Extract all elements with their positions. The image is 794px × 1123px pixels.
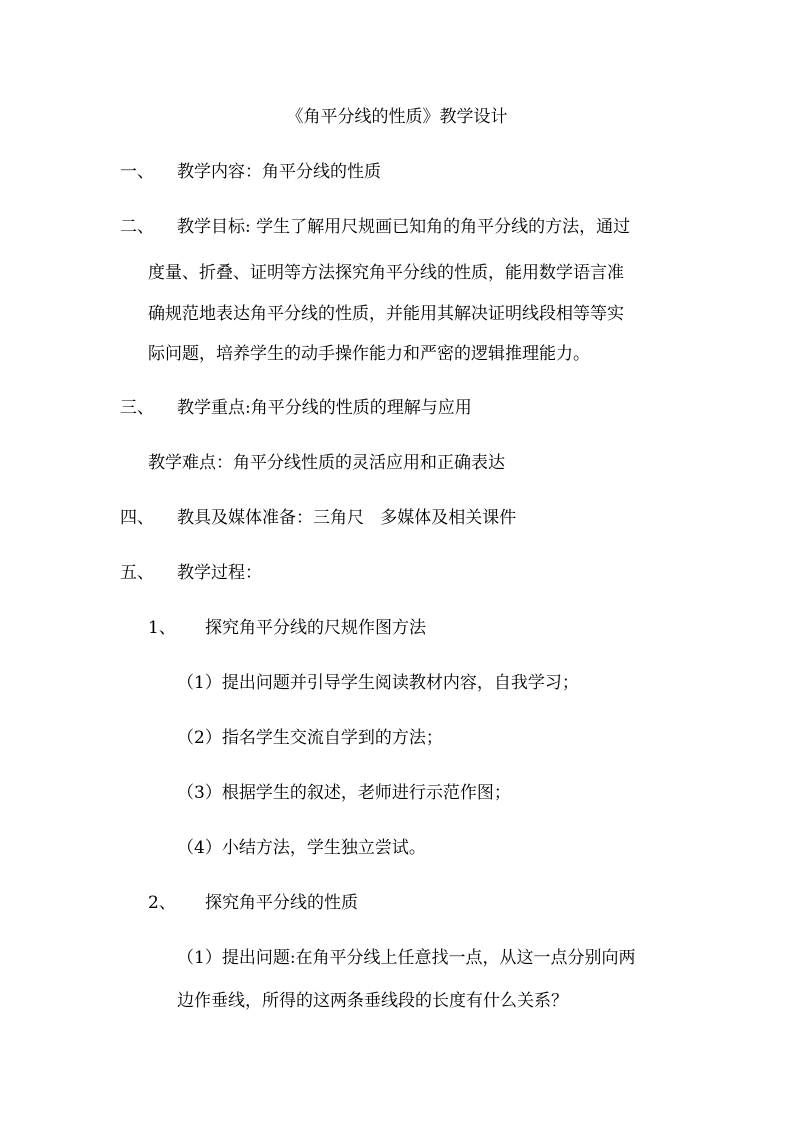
process-1-step-4: （4）小结方法，学生独立尝试。 bbox=[177, 838, 426, 858]
section-2-line-3: 确规范地表达角平分线的性质，并能用其解决证明线段相等等实 bbox=[148, 304, 624, 324]
process-1-step-2: （2）指名学生交流自学到的方法； bbox=[177, 728, 443, 748]
process-1-number: 1、 bbox=[148, 618, 176, 638]
process-1-step-1: （1）提出问题并引导学生阅读教材内容，自我学习； bbox=[177, 673, 579, 693]
section-2-line-1: 教学目标: 学生了解用尺规画已知角的角平分线的方法，通过 bbox=[177, 217, 631, 237]
process-2-step-1-line-2: 边作垂线，所得的这两条垂线段的长度有什么关系？ bbox=[177, 991, 568, 1011]
process-2-heading: 探究角平分线的性质 bbox=[205, 893, 358, 913]
section-2-line-4: 际问题，培养学生的动手操作能力和严密的逻辑推理能力。 bbox=[148, 344, 590, 364]
section-3-extra: 教学难点：角平分线性质的灵活应用和正确表达 bbox=[148, 453, 505, 473]
section-3-number: 三、 bbox=[120, 398, 154, 418]
section-1-number: 一、 bbox=[120, 162, 154, 182]
section-2-line-2: 度量、折叠、证明等方法探究角平分线的性质，能用数学语言准 bbox=[148, 263, 624, 283]
process-1-step-3: （3）根据学生的叙述，老师进行示范作图； bbox=[177, 783, 511, 803]
process-2-step-1-line-1: （1）提出问题:在角平分线上任意找一点，从这一点分别向两 bbox=[177, 948, 636, 968]
section-5-text: 教学过程： bbox=[177, 563, 262, 583]
process-1-heading: 探究角平分线的尺规作图方法 bbox=[205, 618, 426, 638]
section-1-text: 教学内容：角平分线的性质 bbox=[177, 162, 381, 182]
section-4-text: 教具及媒体准备：三角尺 多媒体及相关课件 bbox=[177, 508, 517, 528]
section-2-number: 二、 bbox=[120, 217, 154, 237]
process-2-number: 2、 bbox=[148, 893, 176, 913]
document-title: 《角平分线的性质》教学设计 bbox=[286, 107, 508, 127]
section-4-number: 四、 bbox=[120, 508, 154, 528]
section-5-number: 五、 bbox=[120, 563, 154, 583]
section-3-text: 教学重点:角平分线的性质的理解与应用 bbox=[177, 398, 472, 418]
